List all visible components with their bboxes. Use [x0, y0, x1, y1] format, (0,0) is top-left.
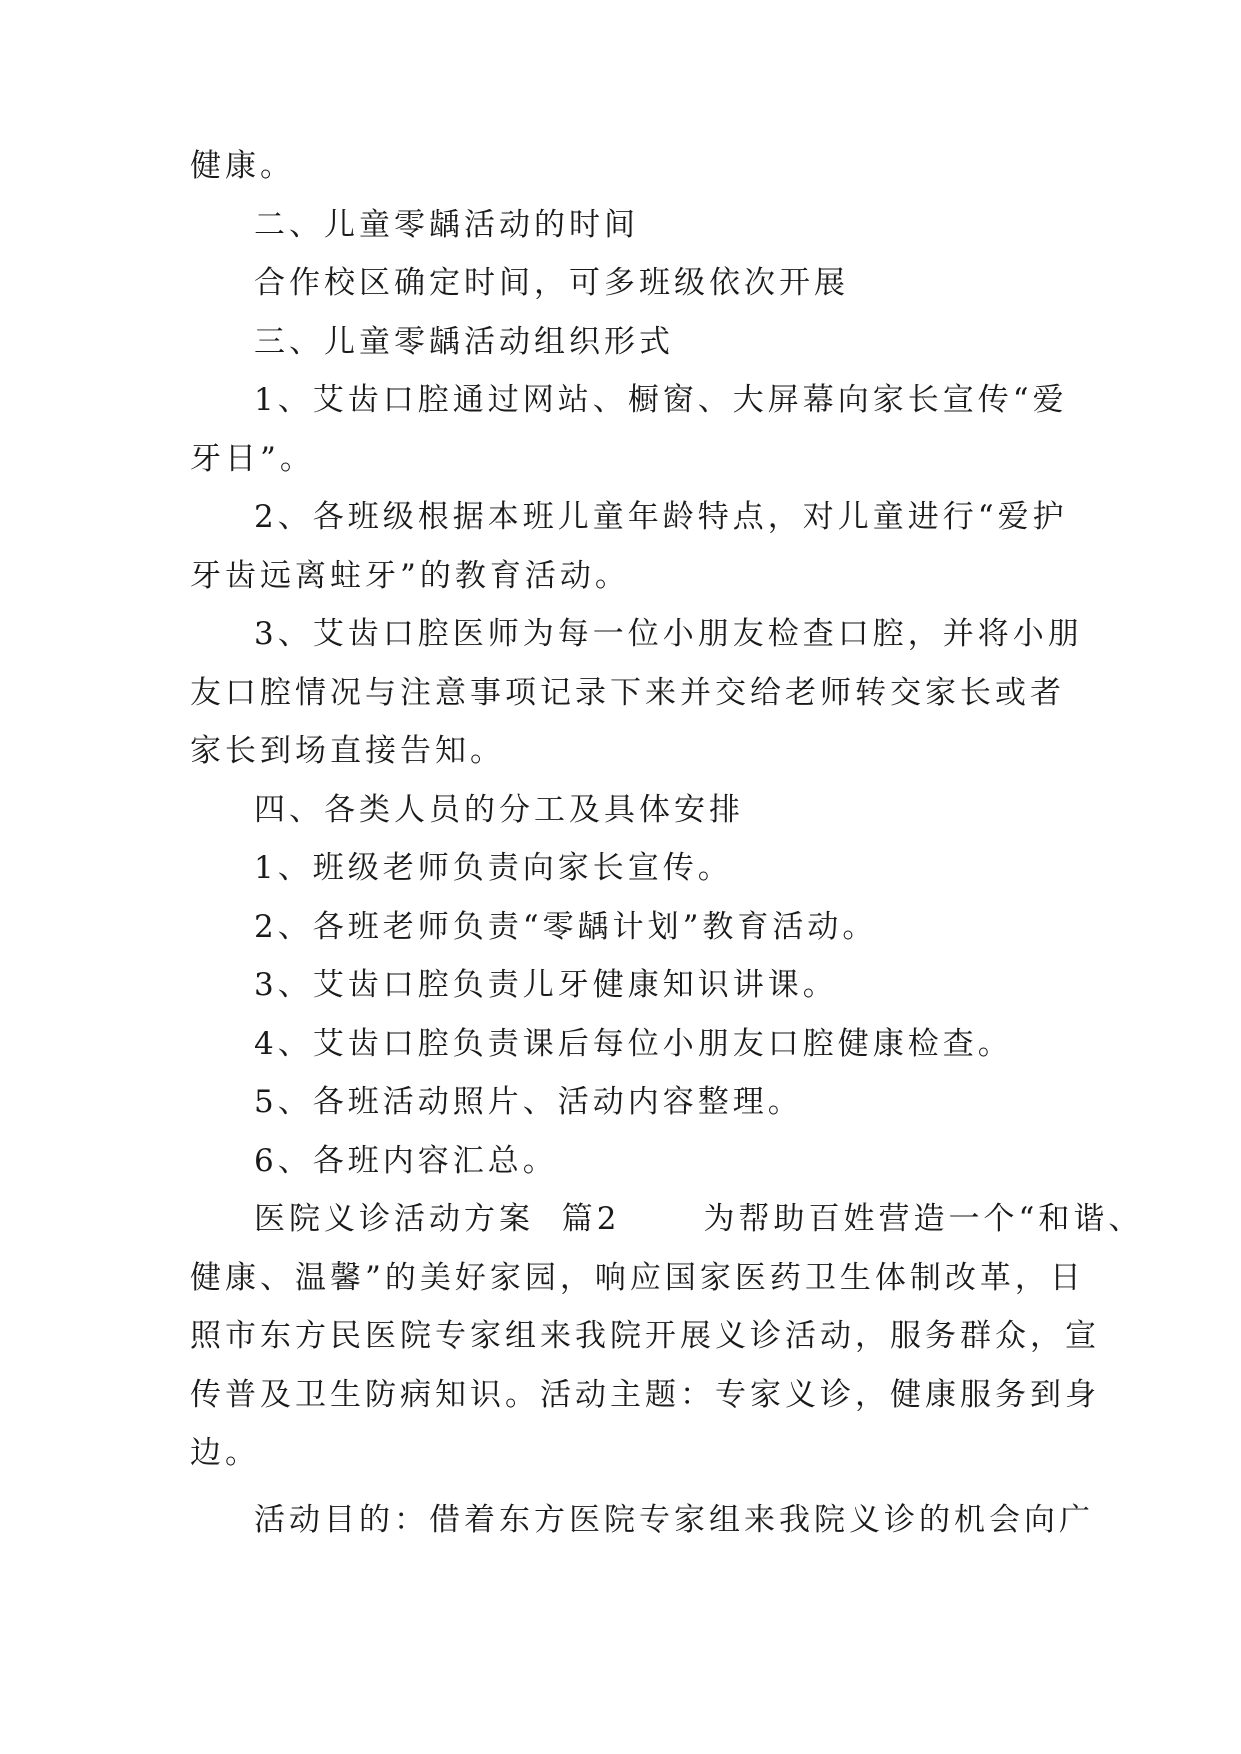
- heading-activity-format: 三、儿童零龋活动组织形式: [254, 323, 674, 360]
- text-line: 健康。: [190, 148, 295, 184]
- text-line: 牙齿远离蛀牙”的教育活动。: [190, 557, 630, 594]
- text-line: 边。: [190, 1435, 260, 1471]
- list-item: 6、各班内容汇总。: [254, 1142, 558, 1179]
- list-item: 4、艾齿口腔负责课后每位小朋友口腔健康检查。: [254, 1025, 1013, 1062]
- text-line: 照市东方民医院专家组来我院开展义诊活动，服务群众，宣: [190, 1318, 1100, 1354]
- text-line: 传普及卫生防病知识。活动主题：专家义诊，健康服务到身: [190, 1376, 1100, 1413]
- text-line: 健康、温馨”的美好家园，响应国家医药卫生体制改革，日: [190, 1259, 1085, 1296]
- heading-activity-time: 二、儿童零龋活动的时间: [254, 206, 639, 243]
- text-line: 牙日”。: [190, 440, 315, 477]
- list-item: 2、各班级根据本班儿童年龄特点，对儿童进行“爱护: [254, 499, 1068, 535]
- list-item: 1、班级老师负责向家长宣传。: [254, 850, 733, 886]
- section-title-plan-2: 医院义诊活动方案 篇2 为帮助百姓营造一个“和谐、: [254, 1201, 1144, 1237]
- list-item: 5、各班活动照片、活动内容整理。: [254, 1084, 803, 1120]
- text-line: 活动目的：借着东方医院专家组来我院义诊的机会向广: [254, 1501, 1094, 1538]
- heading-staff-arrangement: 四、各类人员的分工及具体安排: [254, 791, 744, 828]
- text-line: 合作校区确定时间，可多班级依次开展: [254, 265, 849, 301]
- document-body: [190, 137, 1144, 1549]
- list-item: 3、艾齿口腔医师为每一位小朋友检查口腔，并将小朋: [254, 616, 1083, 652]
- list-item: 2、各班老师负责“零龋计划”教育活动。: [254, 908, 878, 945]
- text-line: 友口腔情况与注意事项记录下来并交给老师转交家长或者: [190, 674, 1065, 711]
- list-item: 3、艾齿口腔负责儿牙健康知识讲课。: [254, 967, 838, 1003]
- list-item: 1、艾齿口腔通过网站、橱窗、大屏幕向家长宣传“爱: [254, 382, 1068, 418]
- text-line: 家长到场直接告知。: [190, 733, 505, 769]
